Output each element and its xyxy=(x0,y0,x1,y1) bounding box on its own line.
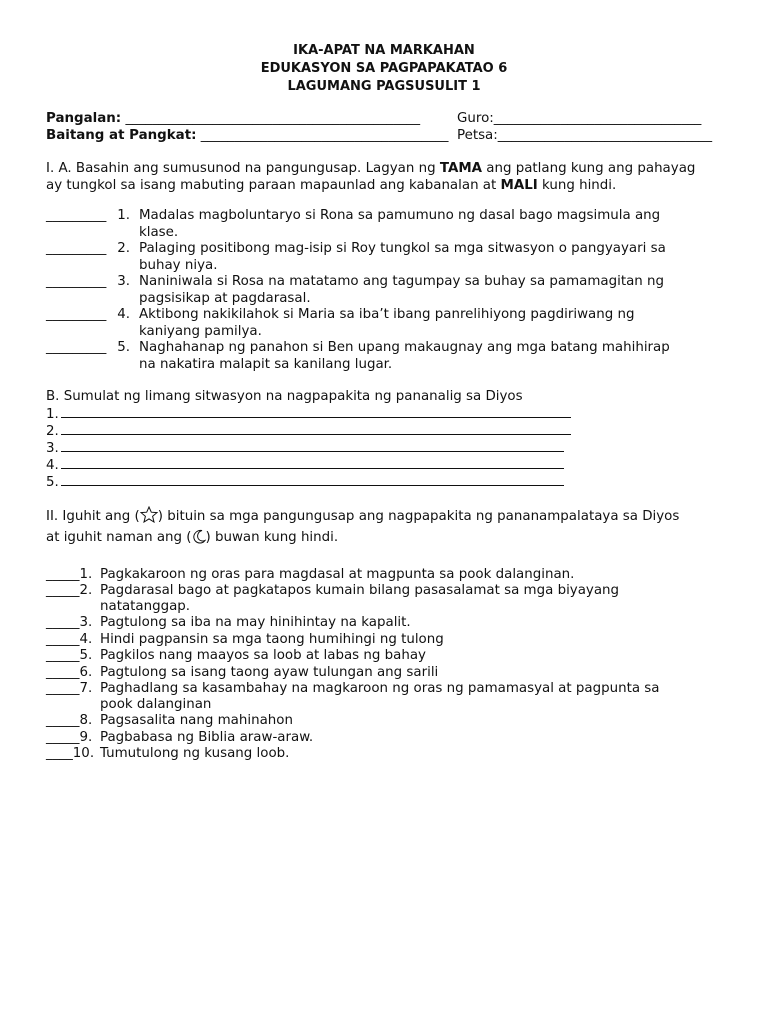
item-number: 4. xyxy=(117,307,130,322)
item-text: Naghahanap ng panahon si Ben upang makaugnay ang mga batang mahihirap na nakatira malapit sa kanilang lugar. xyxy=(139,340,670,372)
answer-blank[interactable]: _____2. xyxy=(46,583,93,598)
guro-label: Guro: xyxy=(457,111,494,126)
part2-intro-text-1: II. Iguhit ang ( xyxy=(46,509,140,524)
baitang-line[interactable]: _____________________________________ xyxy=(200,128,449,143)
part2-intro-text-4: ) buwan kung hindi. xyxy=(205,530,339,545)
part1b-answer-row xyxy=(46,422,571,440)
crescent-moon-icon xyxy=(192,529,206,550)
petsa-line[interactable]: ________________________________ xyxy=(497,128,713,143)
header-line-3: LAGUMANG PAGSUSULIT 1 xyxy=(287,79,481,94)
answer-blank[interactable]: _____1. xyxy=(46,567,93,582)
part1b-answer-row xyxy=(46,405,571,423)
part1a-instructions xyxy=(46,160,736,194)
header-line-2: EDUKASYON SA PAGPAPAKATAO 6 xyxy=(260,61,508,76)
row-number: 4. xyxy=(46,458,59,473)
pangalan-field xyxy=(46,111,420,126)
answer-line[interactable] xyxy=(61,456,564,469)
answer-line[interactable] xyxy=(61,473,564,486)
item-text: Pagkilos nang maayos sa loob at labas ng bahay xyxy=(100,648,426,663)
star-icon xyxy=(140,506,158,529)
answer-blank[interactable]: _________ xyxy=(46,307,107,322)
part1b-answer-row xyxy=(46,456,564,474)
item-text: Pagkakaroon ng oras para magdasal at magpunta sa pook dalanginan. xyxy=(100,567,575,582)
part1b-answer-row xyxy=(46,473,564,491)
item-text: Pagdarasal bago at pagkatapos kumain bilang pasasalamat sa mga biyayang natatanggap. xyxy=(100,583,620,615)
item-text: Pagtulong sa isang taong ayaw tulungan ang sarili xyxy=(100,665,439,680)
row-number: 3. xyxy=(46,441,59,456)
petsa-field xyxy=(457,128,712,143)
item-text: Pagbabasa ng Biblia araw-araw. xyxy=(100,730,314,745)
baitang-label: Baitang at Pangkat: xyxy=(46,128,197,143)
answer-blank[interactable]: _____8. xyxy=(46,713,93,728)
row-number: 2. xyxy=(46,424,59,439)
mali-keyword: MALI xyxy=(500,178,538,193)
answer-blank[interactable]: _________ xyxy=(46,340,107,355)
item-text: Pagtulong sa iba na may hinihintay na kapalit. xyxy=(100,615,411,630)
item-text: Hindi pagpansin sa mga taong humihingi ng tulong xyxy=(100,632,444,647)
answer-blank[interactable]: _____6. xyxy=(46,665,93,680)
pangalan-label: Pangalan: xyxy=(46,111,122,126)
answer-blank[interactable]: _________ xyxy=(46,241,107,256)
row-number: 5. xyxy=(46,475,59,490)
part1a-intro-text-4: kung hindi. xyxy=(537,178,617,193)
part1b-answer-row xyxy=(46,439,564,457)
answer-blank[interactable]: _____5. xyxy=(46,648,93,663)
part1a-intro-text-2: ang patlang kung ang pahayag xyxy=(482,161,696,176)
part1a-intro-text-1: I. A. Basahin ang sumusunod na pangungusap. Lagyan ng xyxy=(46,161,440,176)
item-number: 3. xyxy=(117,274,130,289)
answer-blank[interactable]: _________ xyxy=(46,208,107,223)
item-text: Pagsasalita nang mahinahon xyxy=(100,713,293,728)
answer-blank[interactable]: _____7. xyxy=(46,681,93,696)
item-text: Aktibong nakikilahok si Maria sa iba’t ibang panrelihiyong pagdiriwang ng kaniyang pamilya. xyxy=(139,307,635,339)
answer-blank[interactable]: ____10. xyxy=(46,746,95,761)
item-text: Naniniwala si Rosa na matatamo ang tagumpay sa buhay sa pamamagitan ng pagsisikap at pagdarasal. xyxy=(139,274,665,306)
answer-blank[interactable]: _____3. xyxy=(46,615,93,630)
item-text: Madalas magboluntaryo si Rona sa pamumuno ng dasal bago magsimula ang klase. xyxy=(139,208,661,240)
answer-line[interactable] xyxy=(61,422,571,435)
part1b-instructions: B. Sumulat ng limang sitwasyon na nagpapakita ng pananalig sa Diyos xyxy=(46,389,523,404)
item-text: Paghadlang sa kasambahay na magkaroon ng oras ng pamamasyal at pagpunta sa pook dalanginan xyxy=(100,681,660,713)
petsa-label: Petsa: xyxy=(457,128,498,143)
guro-line[interactable]: _______________________________ xyxy=(493,111,702,126)
part2-intro-text-2: ) bituin sa mga pangungusap ang nagpapakita ng pananampalataya sa Diyos xyxy=(157,509,680,524)
part2-instructions xyxy=(46,506,736,550)
baitang-field xyxy=(46,128,448,143)
header-line-1: IKA-APAT NA MARKAHAN xyxy=(293,43,475,58)
part1a-intro-text-3: ay tungkol sa isang mabuting paraan mapaunlad ang kabanalan at xyxy=(46,178,501,193)
item-number: 2. xyxy=(117,241,130,256)
item-text: Palaging positibong mag-isip si Roy tungkol sa mga sitwasyon o pangyayari sa buhay niya. xyxy=(139,241,666,273)
guro-field xyxy=(457,111,701,126)
pangalan-line[interactable]: ____________________________________________ xyxy=(125,111,421,126)
item-number: 1. xyxy=(117,208,130,223)
answer-blank[interactable]: _____9. xyxy=(46,730,93,745)
item-number: 5. xyxy=(117,340,130,355)
item-text: Tumutulong ng kusang loob. xyxy=(100,746,290,761)
answer-line[interactable] xyxy=(61,405,571,418)
tama-keyword: TAMA xyxy=(439,161,483,176)
row-number: 1. xyxy=(46,407,59,422)
answer-blank[interactable]: _________ xyxy=(46,274,107,289)
part2-intro-text-3: at iguhit naman ang ( xyxy=(46,530,192,545)
answer-line[interactable] xyxy=(61,439,564,452)
answer-blank[interactable]: _____4. xyxy=(46,632,93,647)
